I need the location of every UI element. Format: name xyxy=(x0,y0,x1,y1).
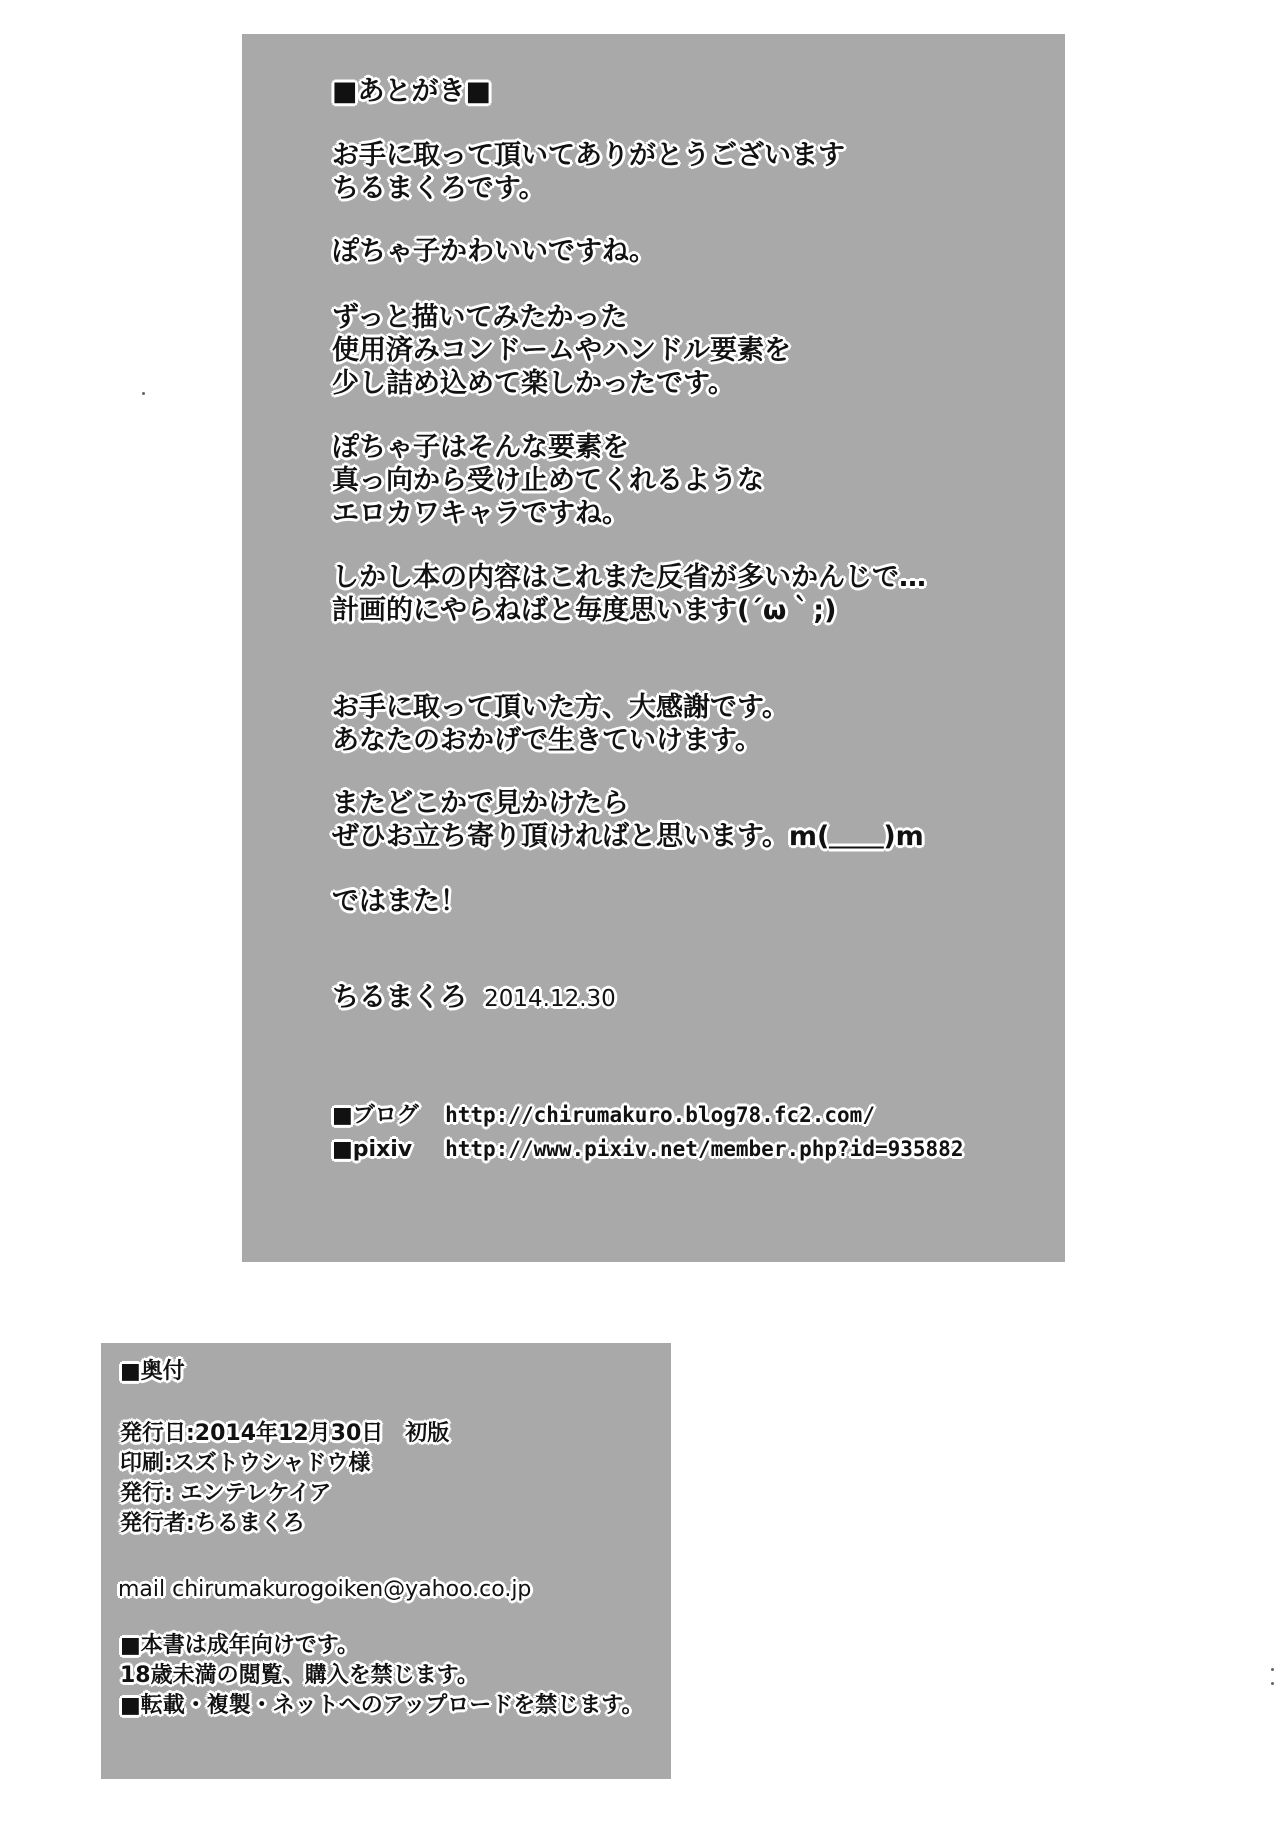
signature: ちるまくろ xyxy=(332,982,467,1013)
afterword-line: ではまた！ xyxy=(332,886,467,917)
afterword-line: ずっと描いてみたかった xyxy=(332,302,628,333)
blog-link-row xyxy=(332,1102,875,1130)
pixiv-label: ■pixiv xyxy=(332,1137,413,1162)
afterword-line: 使用済みコンドームやハンドル要素を xyxy=(332,335,791,366)
afterword-line: ぜひお立ち寄り頂ければと思います。m(＿＿)m xyxy=(332,821,924,852)
blog-label: ■ブログ xyxy=(332,1103,419,1128)
colophon-notice: ■転載・複製・ネットへのアップロードを禁じます。 xyxy=(120,1693,644,1718)
afterword-heading: ■あとがき■ xyxy=(332,76,492,107)
colophon-detail: 発行: エンテレケイア xyxy=(120,1481,332,1506)
afterword-line: お手に取って頂いてありがとうございます xyxy=(332,140,845,171)
colophon-mail: mail chirumakurogoiken@yahoo.co.jp xyxy=(118,1577,532,1602)
afterword-line: 真っ向から受け止めてくれるような xyxy=(332,465,764,496)
blog-url-link[interactable]: http://chirumakuro.blog78.fc2.com/ xyxy=(445,1103,875,1127)
colophon-detail: 発行日:2014年12月30日 初版 xyxy=(120,1421,450,1446)
colophon-notice: 18歳未満の閲覧、購入を禁じます。 xyxy=(120,1663,479,1688)
scan-speck xyxy=(1271,1682,1274,1685)
afterword-line: エロカワキャラですね。 xyxy=(332,498,629,529)
colophon-detail: 発行者:ちるまくろ xyxy=(120,1511,305,1536)
pixiv-url-link[interactable]: http://www.pixiv.net/member.php?id=935882 xyxy=(445,1137,964,1161)
afterword-line: 計画的にやらねばと毎度思います(´ω｀;) xyxy=(332,595,837,626)
afterword-line: ぽちゃ子はそんな要素を xyxy=(332,432,629,463)
scan-speck xyxy=(1271,1668,1274,1671)
afterword-line: ちるまくろです。 xyxy=(332,173,546,204)
signature-row xyxy=(332,982,616,1014)
signature-date: 2014.12.30 xyxy=(484,986,616,1012)
colophon-heading: ■奥付 xyxy=(120,1359,185,1384)
afterword-line: しかし本の内容はこれまた反省が多いかんじで… xyxy=(332,562,926,593)
afterword-line: ぽちゃ子かわいいですね。 xyxy=(332,236,656,267)
afterword-line: お手に取って頂いた方、大感謝です。 xyxy=(332,692,789,723)
scan-speck xyxy=(142,392,145,395)
colophon-detail: 印刷:スズトウシャドウ様 xyxy=(120,1451,371,1476)
afterword-line: またどこかで見かけたら xyxy=(332,788,629,819)
pixiv-link-row xyxy=(332,1136,963,1164)
colophon-notice: ■本書は成年向けです。 xyxy=(120,1633,360,1658)
afterword-line: 少し詰め込めて楽しかったです。 xyxy=(332,368,735,399)
afterword-line: あなたのおかげで生きていけます。 xyxy=(332,725,762,756)
afterword-panel xyxy=(242,34,1065,1262)
